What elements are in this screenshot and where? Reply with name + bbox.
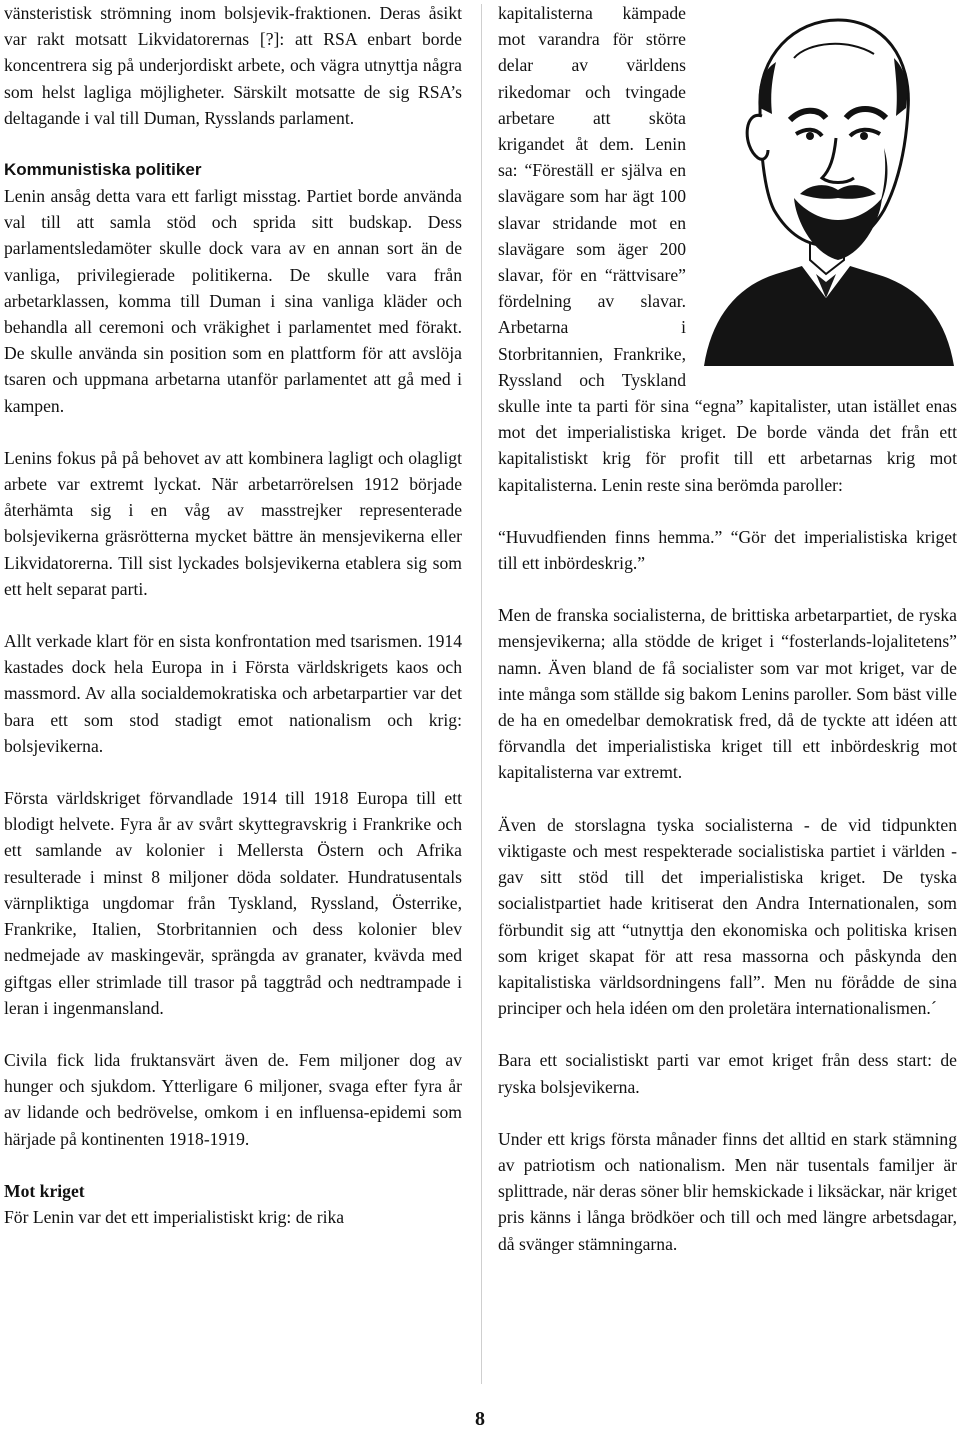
paragraph: vänsteristisk strömning inom bolsjevik-fraktionen. Deras åsikt var rakt motsatt Likvidatorernas [?]: att RSA enbart borde koncentrera sig på underjordiskt arbete, och vägra utnyttja några som helst lagliga möjligheter. Särskilt motsatte de sig RSA’s deltagande i val till Duman, Rysslands parlament.	[4, 3, 462, 128]
section-heading: Mot kriget	[4, 1180, 85, 1201]
left-column	[4, 0, 462, 1230]
column-divider	[481, 4, 482, 1384]
quote-paragraph: “Huvudfienden finns hemma.” “Gör det imperialistiska kriget till ett inbördeskrig.”	[498, 526, 957, 574]
paragraph: Även de storslagna tyska socialisterna - de vid tidpunkten viktigaste och mest respekterade socialistiska partiet i världen - gav sitt stöd till det imperialistiska kriget. De tyska socialistpartiet hade kritiserat den Andra Internationalen, som förbundit sig att “utnyttja den ekonomiska och politiska krisen som kriget skapat för att resa massorna och påskynda den kapitalistiska världsordningens fall”. Men nu förådde de sina principer och hela idéen om den proletära internationalismen.´	[498, 814, 957, 1019]
paragraph: Första världskriget förvandlade 1914 till 1918 Europa till ett blodigt helvete. Fyra år av svårt skyttegravskrig i Frankrike och ett samlande av kolonier i Mellersta Östern och Afrika resulterade i minst 8 miljoner döda soldater. Hundratusentals värnpliktiga ungdomar från Tyskland, Ryssland, Österrike, Frankrike, Italien, Storbritannien och dess kolonier blev nedmejade av maskingevär, sprängda av granater, kvävda med giftgas eller strimlade till trasor på taggtråd och nedtrampade i leran i ingenmansland.	[4, 788, 462, 1018]
paragraph: Civila fick lida fruktansvärt även de. Fem miljoner dog av hunger och sjukdom. Ytterligare 6 miljoner, svaga efter fyra år av lidande och bedrövelse, omkom i en influensa-epidemi som härjade på kontinenten 1918-1919.	[4, 1049, 462, 1149]
paragraph: kapitalisterna kämpade mot varandra för större delar av världens rikedomar och tvingade arbetare att sköta krigandet åt dem. Lenin sa: “Föreställ er själva en slavägare som har ägt 100 slavar stridande mot en slavägare som äger 200 slavar, för en “rättvisare” fördelning av slavar. Arbetarna i Storbritannien, Frankrike, Ryssland och Tyskland skulle inte ta parti för sina “egna” kapitalister, utan istället enas mot det imperialistiska kriget. De borde vända det från ett kapitalistiskt krig för profit till ett arbetarnas krig mot kapitalisterna. Lenin reste sina berömda paroller:	[498, 3, 957, 495]
page-number: 8	[475, 1408, 485, 1430]
paragraph: Bara ett socialistiskt parti var emot kriget från dess start: de ryska bolsjevikerna.	[498, 1050, 957, 1097]
paragraph: Men de franska socialisterna, de brittiska arbetarpartiet, de ryska mensjevikerna; alla stödde de kriget i “fosterlands-lojalitetens” namn. Även bland de få socialister som var mot kriget, var de inte många som ställde sig bakom Lenins paroller. Som bäst ville de ha en omedelbar demokratisk fred, då de tyckte att idéen att förvandla det imperialistiska kriget till ett inbördeskrig mot kapitalisterna var extremt.	[498, 605, 957, 783]
lenin-portrait-icon	[698, 0, 960, 366]
paragraph: Lenins fokus på på behovet av att kombinera lagligt och olagligt arbete var extremt lyckat. När arbetarrörelsen 1912 började återhämta sig i en våg av masstrejker representerade bolsjevikerna gräsrötterna mycket bättre än mensjevikerna eller Likvidatorerna. Till sist lyckades bolsjevikerna etablera sig som ett helt separat parti.	[4, 447, 462, 599]
paragraph: Allt verkade klart för en sista konfrontation med tsarismen. 1914 kastades dock hela Europa in i Första världskrigets kaos och massmord. Av alla socialdemokratiska och arbetarpartier var det bara ett som stod stadigt emot nationalism och krig: bolsjevikerna.	[4, 631, 462, 756]
right-column	[498, 0, 957, 1257]
paragraph: Under ett krigs första månader finns det alltid en stark stämning av patriotism och nationalism. Men när tusentals familjer är splittrade, när deras söner blir hemskickade i liksäckar, när kriget pris känns i långa brödköer och till och med längre arbetsdagar, då svänger stämningarna.	[498, 1128, 958, 1254]
portrait-image	[698, 0, 960, 366]
section-heading: Kommunistiska politiker	[4, 160, 202, 180]
paragraph: Lenin ansåg detta vara ett farligt misstag. Partiet borde använda val till att samla stöd och sprida sitt budskap. Dess parlamentsledamöter skulle dock vara av en annan sort än de vanliga, privilegierade politikerna. De skulle vara från arbetarklassen, komma till Duman i sina vanliga kläder och behandla all ceremoni och vräkighet i parlamentet med förakt. De skulle använda sin position som en plattform för att avslöja tsaren och uppmana arbetarna utanför parlamentet att gå med i kampen.	[4, 186, 462, 416]
paragraph: För Lenin var det ett imperialistiskt krig: de rika	[4, 1206, 345, 1227]
